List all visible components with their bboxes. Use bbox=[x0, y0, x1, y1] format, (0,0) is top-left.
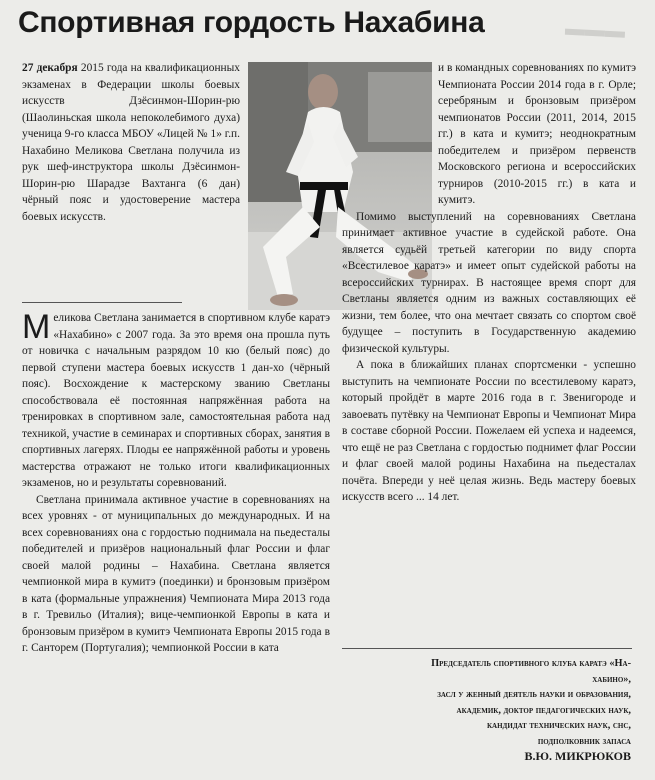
lead-divider bbox=[22, 302, 182, 303]
bleed-through-text: ▬▬▬ bbox=[564, 17, 626, 43]
column-left-body bbox=[22, 310, 330, 657]
lead-text: 2015 года на квалификационных экзаменах в Федерации школы боевых искусств Дзёсинмон-Шорин-рю (Шаолиньская школа непоколебимого духа) ученица 9-го класса МБОУ «Лицей № 1» г.п. Нахабино Меликова Светлана получила из рук шеф-инструктора школы Дзёсинмон-Шорин-рю Шарадзе Вахтанга (6 дан) чёрный пояс и удостоверение мастера боевых искусств. bbox=[22, 62, 240, 223]
signature-line-1: Председатель спортивного клуба каратэ «На- bbox=[431, 658, 631, 669]
signature-line-6: подполковник запаса bbox=[537, 735, 631, 747]
signature-line-5: кандидат технических наук, снс, bbox=[486, 720, 631, 731]
author-signature bbox=[345, 656, 631, 765]
drop-cap: М bbox=[22, 308, 51, 346]
lead-date: 27 декабря bbox=[22, 62, 78, 74]
col1-paragraph-1: еликова Светлана занимается в спортивном клубе каратэ «Нахабино» с 2007 года. За это время она прошла путь от новичка с начальным разрядом 10 кю (белый пояс) до первой ступени мастера боевых искусств 1 дан-хо (чёрный пояс). Восхождение к мастерскому званию Светланы способствовала её постоянная напряжённая работа на тренировках в спортивном зале, самостоятельная работа над техникой, участие в семинарах и спортивных сборах, занятия в спортивных лагерях. Плоды ее напряжённой работы и уровень мастерства отражают не только итоги квалификационных экзаменов, но и результаты соревнований. bbox=[22, 312, 330, 489]
signature-divider bbox=[342, 648, 632, 649]
signature-line-2: хабино», bbox=[592, 673, 631, 685]
signature-line-4: академик, доктор педагогических наук, bbox=[456, 704, 631, 716]
author-name: В.Ю. МИКРЮКОВ bbox=[524, 749, 631, 763]
lead-paragraph bbox=[22, 60, 240, 225]
article-title: Спортивная гордость Нахабина bbox=[18, 6, 485, 39]
col3-paragraph-1: и в командных соревнованиях по кумитэ Чемпионата России 2014 года в г. Орле; серебряным и бронзовым призёром чемпионатов России (2011, 2014, 2015 гг.) в ката и кумитэ; неоднократным победителем и призёром первенств Московского региона и всероссийских турниров (2010-2015 гг.) в ката и кумитэ. bbox=[438, 62, 636, 206]
column-right-body bbox=[342, 60, 636, 506]
col3-paragraph-2: Помимо выступлений на соревнованиях Светлана принимает активное участие в судейской работе. Она является судьёй третьей категории по виду спорта «Всестилевое каратэ» и имеет опыт судейской работы на всероссийских турнирах. В настоящее время спорт для Светланы является одним из важных составляющих её жизни, тем более, что она мечтает связать со спортом своё будущее – поступить в Государственную академию физической культуры. bbox=[342, 210, 636, 355]
col1-paragraph-2: Светлана принимала активное участие в соревнованиях на всех уровнях - от муниципальных до международных. И на всех соревнованиях она с гордостью поднимала на пьедесталы победителей и призёров национальный флаг России и флаг своей малой родины – Нахабина. Светлана является чемпионкой мира в кумитэ (поединки) и бронзовым призёром в ката (формальные упражнения) Чемпионата Мира 2013 года в г. Тревильо (Италия); вице-чемпионкой Европы в ката и бронзовым призёром в кумитэ Чемпионата Европы 2015 года в г. Санторем (Португалия); чемпионкой России в ката bbox=[22, 493, 330, 654]
signature-line-3: засл у женный деятель науки и образования, bbox=[437, 689, 631, 700]
col3-paragraph-3: А пока в ближайших планах спортсменки - успешно выступить на чемпионате России по всестилевому каратэ, который пройдёт в марте 2016 года в г. Звенигороде и завоевать путёвку на Чемпионат Европы и Чемпионат Мира в составе сборной России. Пожелаем ей успеха и надеемся, что ещё не раз Светлана с гордостью поднимет флаг России и флаг своей малой родины Нахабина на пьедесталах почёта. Впереди у неё целая жизнь. Ведь мастеру боевых искусств всего ... 14 лет. bbox=[342, 359, 636, 503]
